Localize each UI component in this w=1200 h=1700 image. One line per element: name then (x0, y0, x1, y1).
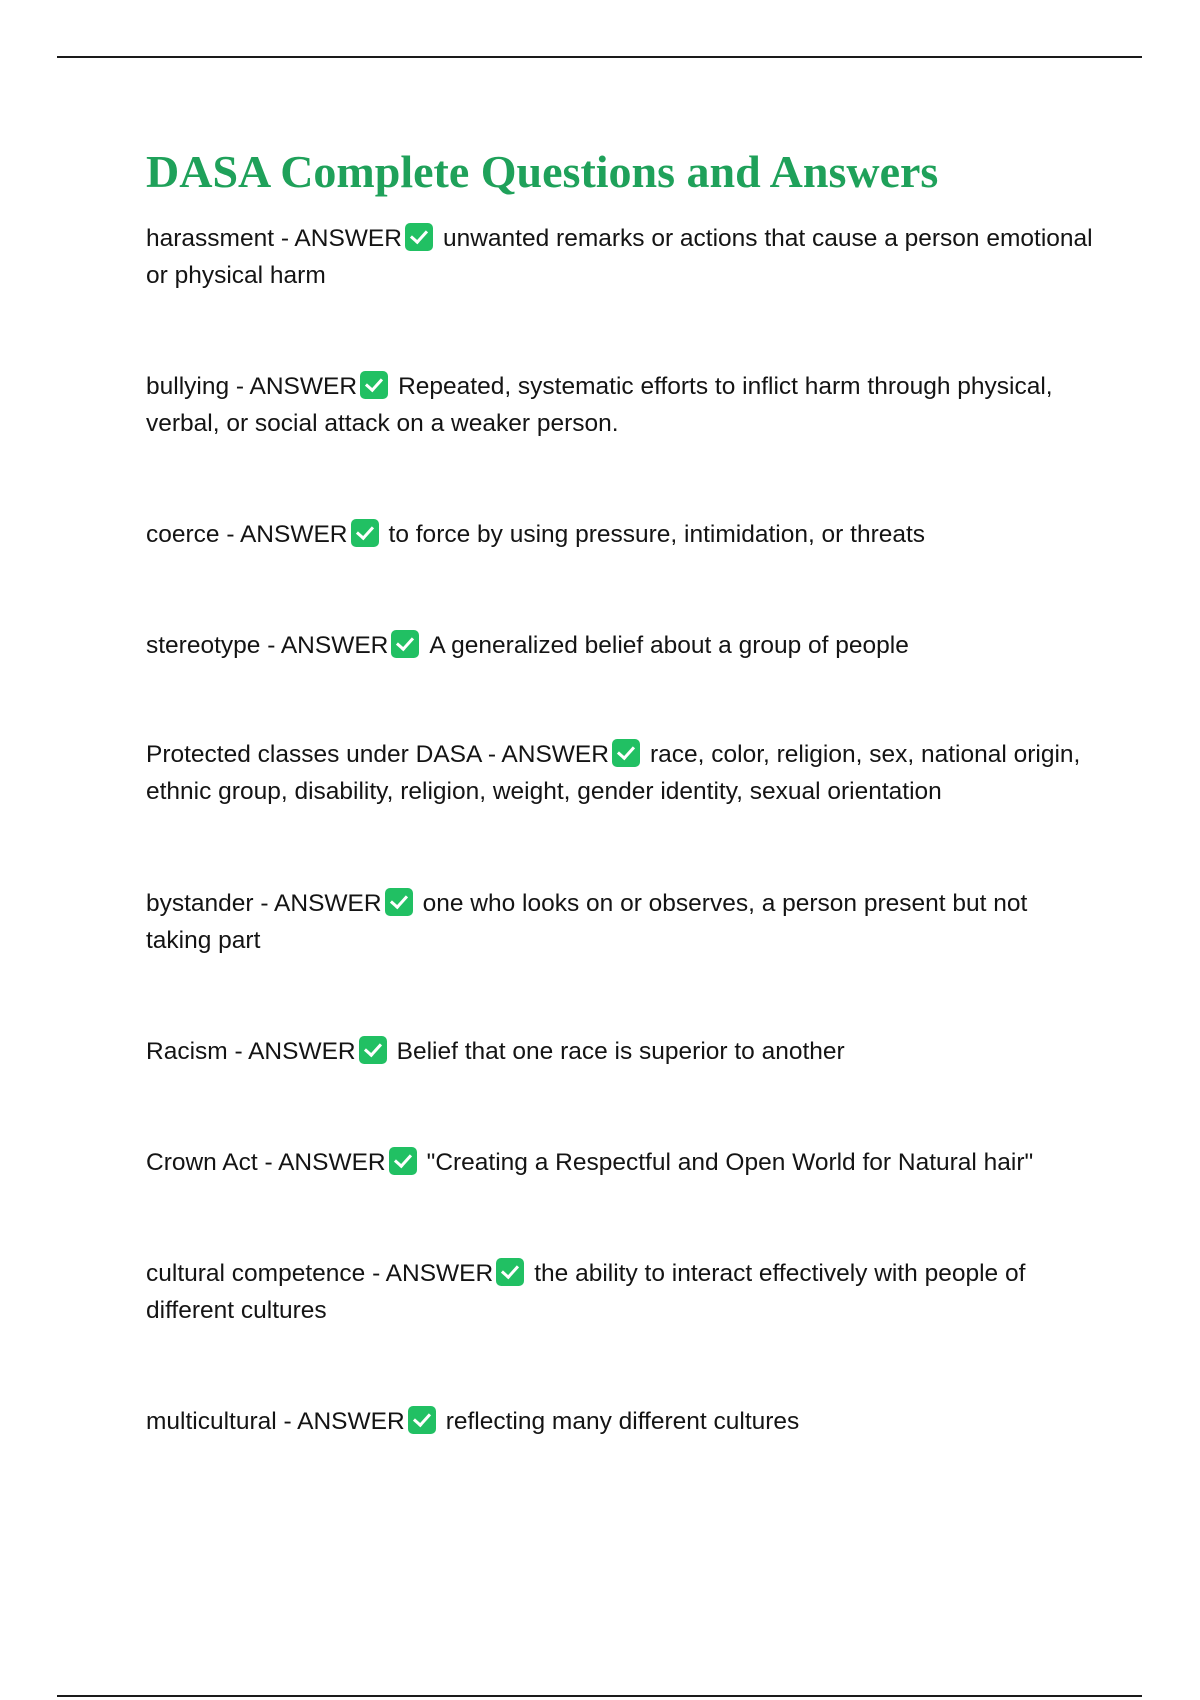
answer: race, color, religion, sex, national origin, ethnic group, disability, religion, weight, gender identity, sexual orientation (146, 741, 1081, 805)
term: Racism (146, 1038, 228, 1065)
qa-item-bystander (146, 885, 1096, 959)
answer-label: - ANSWER (274, 225, 402, 252)
answer-label: - ANSWER (253, 890, 382, 917)
answer: one who looks on or observes, a person present but not taking part (146, 890, 1028, 954)
qa-item-stereotype (146, 627, 1096, 664)
check-icon (385, 888, 413, 916)
check-icon (389, 1147, 417, 1175)
check-icon (359, 1036, 387, 1064)
answer-label: - ANSWER (276, 1408, 405, 1435)
qa-item-bullying (146, 368, 1096, 442)
answer: to force by using pressure, intimidation, or threats (388, 521, 926, 548)
answer-label: - ANSWER (219, 521, 348, 548)
term: harassment (146, 225, 275, 252)
term: cultural competence (146, 1260, 366, 1287)
term: coerce (146, 521, 220, 548)
answer: reflecting many different cultures (445, 1408, 800, 1435)
answer: the ability to interact effectively with people of different cultures (146, 1260, 1026, 1324)
qa-item-racism (146, 1033, 1096, 1070)
answer-label: - ANSWER (481, 741, 609, 768)
answer-label: - ANSWER (227, 1038, 356, 1065)
term: bullying (146, 373, 230, 400)
answer-label: - ANSWER (260, 632, 389, 659)
qa-item-crown-act (146, 1144, 1096, 1181)
answer-label: - ANSWER (365, 1260, 494, 1287)
answer: "Creating a Respectful and Open World for Natural hair" (426, 1149, 1034, 1176)
top-rule (57, 56, 1142, 58)
qa-item-protected-classes (146, 736, 1096, 810)
check-icon (360, 371, 388, 399)
term: Crown Act (146, 1149, 258, 1176)
term: multicultural (146, 1408, 277, 1435)
qa-item-cultural-competence (146, 1255, 1096, 1329)
document-title: DASA Complete Questions and Answers (146, 146, 939, 197)
answer: Belief that one race is superior to another (396, 1038, 845, 1065)
bottom-rule (57, 1695, 1142, 1697)
term: Protected classes under DASA (146, 741, 482, 768)
answer: Repeated, systematic efforts to inflict harm through physical, verbal, or social attack on a weaker person. (146, 373, 1053, 437)
qa-item-multicultural (146, 1403, 1096, 1440)
qa-item-coerce (146, 516, 1096, 553)
check-icon (405, 223, 433, 251)
check-icon (496, 1258, 524, 1286)
check-icon (351, 519, 379, 547)
answer: A generalized belief about a group of people (429, 632, 909, 659)
check-icon (391, 630, 419, 658)
answer-label: - ANSWER (229, 373, 358, 400)
check-icon (408, 1406, 436, 1434)
answer: unwanted remarks or actions that cause a person emotional or physical harm (146, 225, 1093, 289)
term: stereotype (146, 632, 261, 659)
qa-item-harassment (146, 220, 1096, 294)
check-icon (612, 739, 640, 767)
term: bystander (146, 890, 254, 917)
answer-label: - ANSWER (257, 1149, 386, 1176)
